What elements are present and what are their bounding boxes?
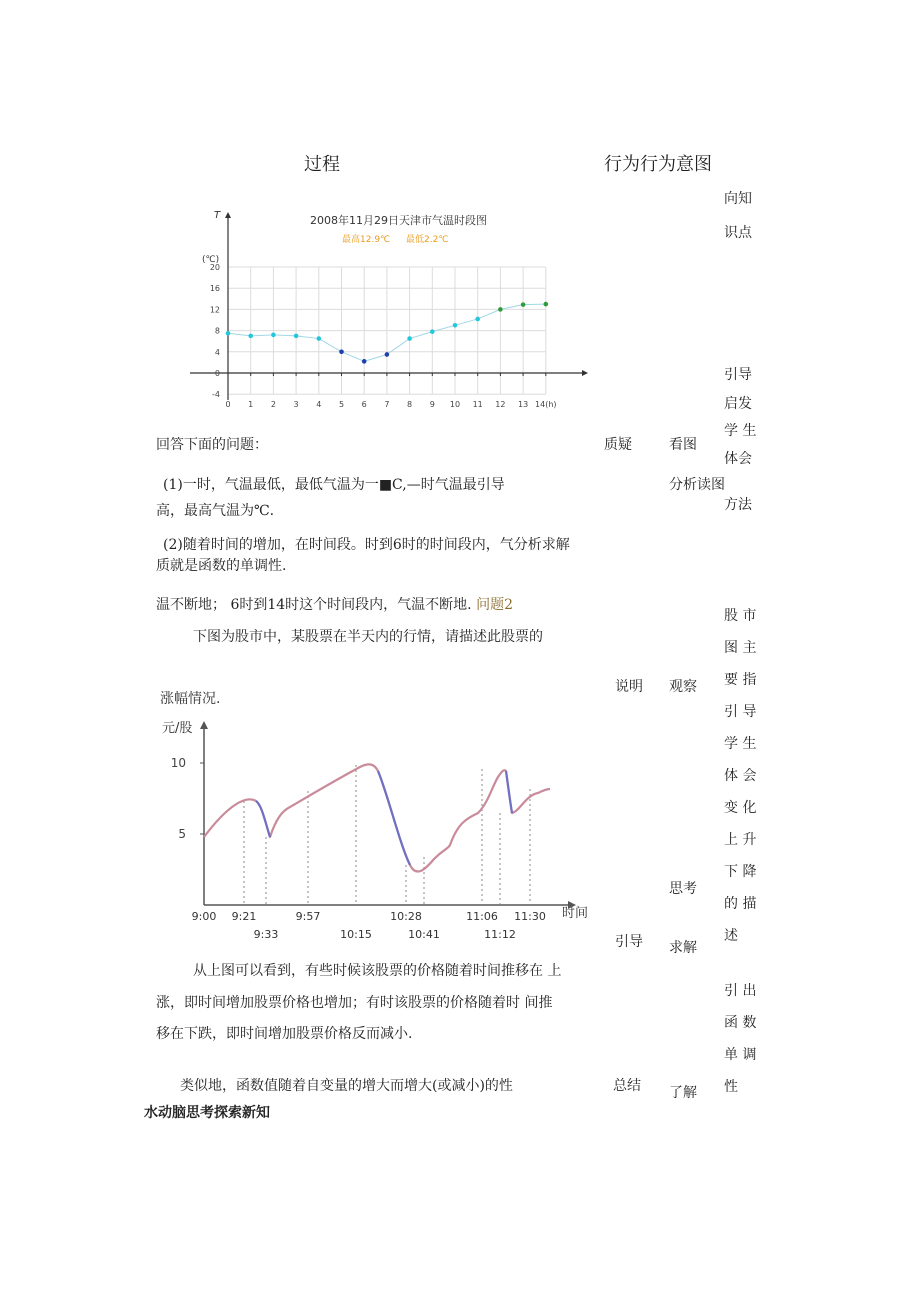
chart1-y-arrow (225, 212, 231, 218)
chart1-point (317, 336, 322, 341)
chart2-y-arrow (200, 721, 208, 729)
intent-c-item: 图 主 (724, 640, 757, 656)
chart1-y-label: T (214, 210, 221, 221)
chart1-x-arrow (582, 370, 588, 376)
chart2-decline-segment (506, 771, 512, 813)
chart2-guides (244, 765, 530, 905)
chart1-x-tick: 9 (429, 400, 435, 409)
chart2-y-tick: 5 (178, 827, 186, 841)
chart1-x-ticks (225, 373, 556, 409)
teacher-summary: 总结 (613, 1078, 641, 1094)
intent-c-item: 体 会 (724, 768, 757, 784)
intent-a1: 向知 (724, 191, 752, 207)
intent-c-item: 学 生 (724, 736, 757, 752)
chart2-x-tick-bottom: 10:15 (340, 928, 372, 941)
chart1-y-tick: 4 (214, 347, 220, 357)
intent-d-item: 单 调 (724, 1047, 757, 1063)
chart1-point (248, 334, 253, 339)
intent-b5: 方法 (724, 497, 752, 513)
chart1-point (226, 331, 231, 336)
intent-d-item: 性 (724, 1079, 738, 1095)
chart1-subtitle-min: 最低2.2℃ (406, 235, 449, 245)
section-heading: 水动脑思考探索新知 (144, 1105, 270, 1121)
paragraph-1c: 移在下跌，即时间增加股票价格反而减小. (156, 1026, 413, 1042)
chart2-x-tick-top: 9:57 (295, 910, 321, 923)
chart1-x-tick: 10 (449, 400, 461, 409)
chart1-point (294, 334, 299, 339)
chart1-x-tick: 6 (361, 400, 367, 409)
chart2-decline-segment (378, 771, 410, 865)
chart1-point (271, 333, 276, 338)
header-process: 过程 (304, 154, 340, 175)
chart2-x-label: 时间 (562, 906, 589, 921)
question-1a: (1)一时，气温最低，最低气温为一■C,—时气温最引导 (163, 477, 505, 493)
intent-b2: 启发 (724, 396, 752, 412)
intent-c-item: 述 (724, 928, 738, 944)
student-think: 思考 (669, 881, 697, 897)
chart1-y-tick: 20 (209, 263, 220, 272)
intent-c-item: 变 化 (724, 800, 757, 816)
chart2-x-tick-top: 11:30 (514, 910, 546, 923)
chart1-y-unit: (℃) (202, 255, 220, 265)
answer-prompt: 回答下面的问题： (156, 437, 268, 453)
chart1-x-tick: 13 (518, 400, 529, 409)
chart1-y-tick: 0 (214, 369, 220, 378)
paragraph-1a: 从上图可以看到，有些时候该股票的价格随着时间推移在 上 (193, 963, 562, 979)
student-analyze: 分析读图 (669, 477, 725, 493)
chart1-point (339, 350, 344, 355)
intent-c-item: 要 指 (724, 672, 757, 688)
chart1-x-tick: 3 (293, 400, 299, 409)
chart1-point (430, 329, 435, 334)
chart2-x-tick-bottom: 9:33 (253, 928, 279, 941)
chart1-x-tick: 11 (472, 400, 483, 409)
student-observe: 观察 (669, 679, 697, 695)
intent-b1: 引导 (724, 367, 752, 383)
chart2-x-tick-top: 10:28 (390, 910, 422, 923)
chart2-x-tick-top: 9:21 (231, 910, 257, 923)
student-understand: 了解 (669, 1085, 697, 1101)
chart1-subtitle-max: 最高12.9℃ (342, 235, 391, 245)
chart1-x-tick: 7 (384, 400, 390, 409)
paragraph-1b: 涨，即时间增加股票价格也增加；有时该股票的价格随着时 间推 (156, 995, 553, 1011)
intent-c-item: 下 降 (724, 864, 757, 880)
chart1-point (453, 323, 458, 328)
stock-chart (158, 715, 598, 945)
chart1-point (475, 317, 480, 322)
intent-c-list (724, 600, 756, 952)
header-behavior: 行为行为意图 (604, 154, 712, 175)
intent-b4: 体会 (724, 451, 752, 467)
chart1-x-tick: 5 (338, 400, 345, 409)
teacher-explain: 说明 (615, 679, 643, 695)
intent-c-item: 引 导 (724, 704, 757, 720)
chart2-y-label: 元/股 (162, 721, 193, 736)
chart2-curve (204, 764, 550, 871)
question-2a: (2)随着时间的增加，在时间段。时到6时的时间段内，气分析求解 (163, 537, 570, 553)
intent-c-item: 股 市 (724, 608, 757, 624)
chart1-y-tick: 8 (214, 326, 220, 336)
stock-intro: 下图为股市中，某股票在半天内的行情，请描述此股票的 (193, 629, 543, 645)
chart1-y-ticks (210, 263, 220, 399)
intent-c-item: 的 描 (724, 896, 757, 912)
chart1-x-tick: 12 (495, 400, 506, 409)
chart1-y-tick: 16 (209, 284, 220, 294)
chart1-y-tick: -4 (212, 390, 220, 400)
question-1b: 高，最高气温为℃. (156, 503, 275, 519)
intent-d-item: 引 出 (724, 983, 757, 999)
chart1-point (498, 307, 503, 312)
chart1-point (385, 352, 390, 357)
teacher-question: 质疑 (604, 437, 632, 453)
intent-d-list (724, 975, 756, 1103)
question-2c (156, 594, 513, 614)
chart1-y-tick: 12 (209, 305, 220, 315)
chart1-title: 2008年11月29日天津市气温时段图 (310, 214, 487, 227)
chart1-point (544, 302, 549, 307)
intent-c-item: 上 升 (724, 832, 757, 848)
chart2-decline-segment (256, 801, 270, 837)
intent-b3: 学 生 (724, 423, 757, 439)
chart1-point (407, 336, 412, 341)
intent-d-item: 函 数 (724, 1015, 757, 1031)
chart2-x-tick-top: 9:00 (191, 910, 217, 923)
question-2-tag: 问题2 (476, 597, 513, 613)
chart1-x-tick: 0 (225, 400, 231, 409)
stock-intro-2: 涨幅情况. (160, 691, 221, 707)
chart2-y-tick: 10 (170, 756, 186, 770)
chart1-point (521, 302, 526, 307)
paragraph-2: 类似地，函数值随着自变量的增大而增大(或减小)的性 (180, 1078, 513, 1094)
intent-a2: 识点 (724, 225, 752, 241)
chart1-x-tick: 4 (316, 400, 322, 409)
chart2-price-curve (204, 764, 550, 871)
chart1-point (362, 359, 367, 364)
chart2-y-ticks (171, 756, 204, 841)
chart2-x-tick-top: 11:06 (466, 910, 498, 923)
chart2-axes (200, 721, 576, 909)
chart2-x-ticks (192, 910, 546, 941)
chart1-x-tick: 2 (270, 400, 276, 409)
student-solve: 求解 (669, 940, 697, 956)
temperature-chart (190, 200, 590, 415)
student-look: 看图 (669, 437, 697, 453)
chart1-x-tick: 8 (407, 400, 413, 409)
teacher-guide: 引导 (615, 934, 643, 950)
chart2-x-tick-bottom: 10:41 (408, 928, 440, 941)
chart1-x-tick: 14(h) (535, 400, 557, 409)
chart2-x-tick-bottom: 11:12 (484, 928, 516, 941)
question-2c-text: 温不断地； 6时到14时这个时间段内，气温不断地. (156, 597, 472, 613)
question-2b: 质就是函数的单调性. (156, 558, 287, 574)
chart1-x-tick: 1 (248, 400, 254, 409)
